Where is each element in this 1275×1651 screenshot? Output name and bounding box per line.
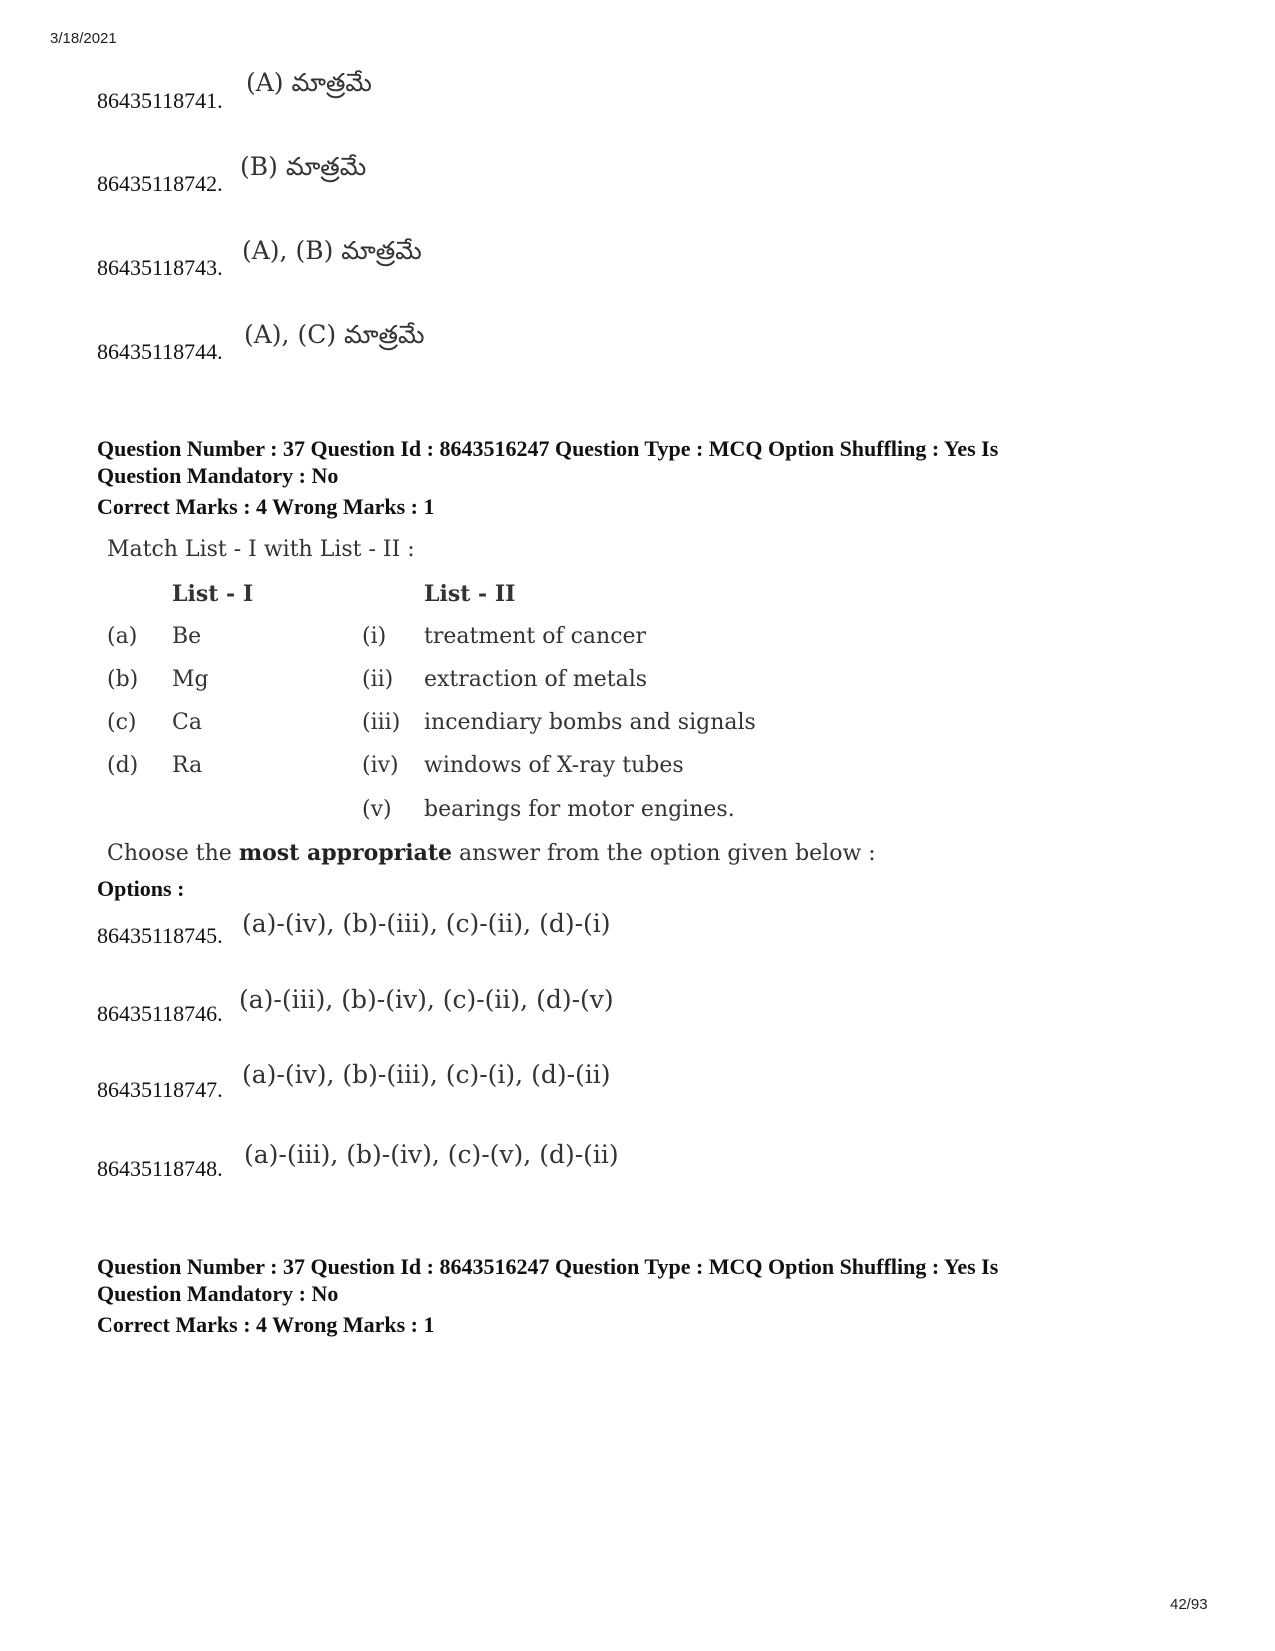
- options-label: Options :: [97, 876, 185, 901]
- question-instruction: [107, 840, 876, 866]
- list2-label: (v): [362, 797, 392, 822]
- option-id: 86435118744.: [97, 339, 223, 364]
- option-id: 86435118741.: [97, 88, 223, 113]
- list1-label: (c): [107, 710, 137, 735]
- list2-label: (i): [362, 624, 387, 649]
- question-marks: Correct Marks : 4 Wrong Marks : 1: [97, 1312, 435, 1337]
- list1-label: (d): [107, 753, 139, 778]
- option-text: (A) మాత్రమే: [246, 68, 372, 97]
- question-prompt: Match List - I with List - II :: [107, 537, 415, 562]
- list2-value: extraction of metals: [424, 667, 648, 692]
- list1-label: (b): [107, 667, 139, 692]
- option-id: 86435118747.: [97, 1077, 223, 1102]
- question-marks: Correct Marks : 4 Wrong Marks : 1: [97, 494, 435, 519]
- list1-value: Mg: [172, 667, 209, 692]
- list1-value: Ra: [172, 753, 203, 778]
- option-id: 86435118742.: [97, 171, 223, 196]
- list1-value: Ca: [172, 710, 202, 735]
- option-id: 86435118745.: [97, 923, 223, 948]
- instruction-text: answer from the option given below :: [452, 841, 876, 866]
- option-text: (A), (B) మాత్రమే: [242, 236, 422, 265]
- option-id: 86435118748.: [97, 1156, 223, 1181]
- option-text: (a)-(iii), (b)-(iv), (c)-(v), (d)-(ii): [244, 1140, 619, 1169]
- instruction-emphasis: most appropriate: [238, 840, 453, 866]
- list2-label: (iii): [362, 710, 401, 735]
- instruction-text: Choose the: [107, 841, 239, 866]
- question-mandatory: Question Mandatory : No: [97, 1281, 339, 1306]
- question-mandatory: Question Mandatory : No: [97, 463, 339, 488]
- option-text: (a)-(iv), (b)-(iii), (c)-(i), (d)-(ii): [242, 1060, 611, 1089]
- list1-label: (a): [107, 624, 138, 649]
- list2-header: List - II: [424, 581, 516, 607]
- list1-value: Be: [172, 624, 202, 649]
- option-text: (A), (C) మాత్రమే: [244, 320, 425, 349]
- question-header: Question Number : 37 Question Id : 8643516247 Question Type : MCQ Option Shuffling : Yes Is: [97, 1254, 999, 1279]
- list2-label: (ii): [362, 667, 394, 692]
- option-id: 86435118746.: [97, 1001, 223, 1026]
- option-text: (a)-(iii), (b)-(iv), (c)-(ii), (d)-(v): [239, 985, 614, 1014]
- list2-value: incendiary bombs and signals: [424, 710, 756, 735]
- page-number: 42/93: [1170, 1596, 1208, 1613]
- list2-label: (iv): [362, 753, 399, 778]
- question-header: Question Number : 37 Question Id : 8643516247 Question Type : MCQ Option Shuffling : Yes Is: [97, 436, 999, 461]
- option-text: (a)-(iv), (b)-(iii), (c)-(ii), (d)-(i): [242, 909, 611, 938]
- list2-value: bearings for motor engines.: [424, 797, 735, 822]
- print-date: 3/18/2021: [50, 30, 117, 47]
- option-id: 86435118743.: [97, 255, 223, 280]
- list2-value: windows of X-ray tubes: [424, 753, 684, 778]
- option-text: (B) మాత్రమే: [240, 152, 367, 181]
- list2-value: treatment of cancer: [424, 624, 647, 649]
- list1-header: List - I: [172, 581, 254, 607]
